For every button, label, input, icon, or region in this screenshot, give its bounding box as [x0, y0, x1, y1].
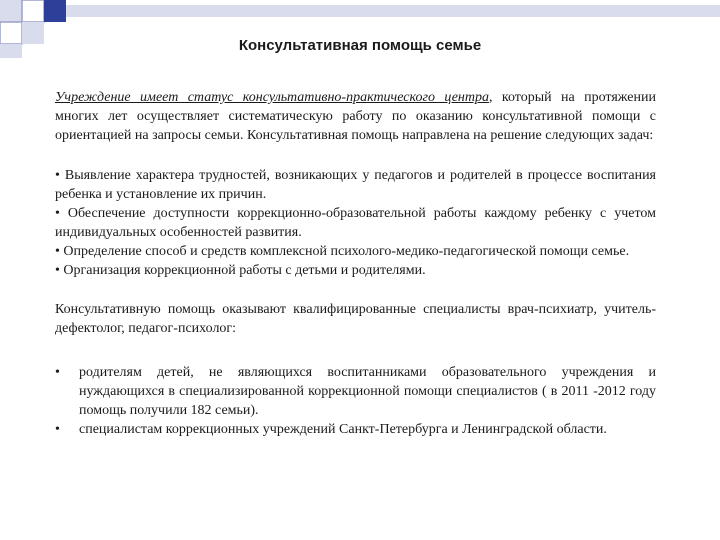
bullet: •: [55, 365, 60, 380]
task-item: • Выявление характера трудностей, возникающих у педагогов и родителей в процессе воспитания ребенка и установление их причин.: [55, 168, 656, 202]
deco-square: [44, 0, 66, 22]
list-item-text: родителям детей, не являющихся воспитанниками образовательного учреждения и нуждающихся в специализированной коррекционной помощи специалистов ( в 2011 -2012 году помощь получили 182 семьи).: [79, 365, 656, 418]
page-title: Консультативная помощь семье: [238, 37, 482, 54]
task-item: • Обеспечение доступности коррекционно-образовательной работы каждому ребенку с учетом индивидуальных особенностей развития.: [55, 206, 656, 240]
intro-paragraph: [55, 88, 656, 145]
specialists-paragraph: Консультативную помощь оказывают квалифицированные специалисты врач-психиатр, учитель-дефектолог, педагог-психолог:: [55, 302, 656, 336]
bullet: •: [55, 422, 60, 437]
task-item: • Определение способ и средств комплексной психолого-медико-педагогической помощи семье.: [55, 244, 630, 259]
recipients-list: [55, 363, 656, 439]
intro-rest: , который на протяжении многих лет осуществляет систематическую работу по оказанию консультативной помощи с ориентацией на запросы семьи. Консультативная помощь направлена на решение следующих задач:: [55, 90, 656, 143]
task-item: • Организация коррекционной работы с детьми и родителями.: [55, 263, 426, 278]
deco-square: [0, 0, 22, 22]
list-item: [55, 420, 656, 439]
deco-bar: [66, 5, 720, 17]
content: [55, 88, 656, 439]
intro-lead: Учреждение имеет статус консультативно-практического центра: [55, 90, 489, 105]
list-item: [55, 363, 656, 420]
list-item-text: специалистам коррекционных учреждений Санкт-Петербурга и Ленинградской области.: [79, 422, 607, 437]
deco-square: [22, 0, 44, 22]
